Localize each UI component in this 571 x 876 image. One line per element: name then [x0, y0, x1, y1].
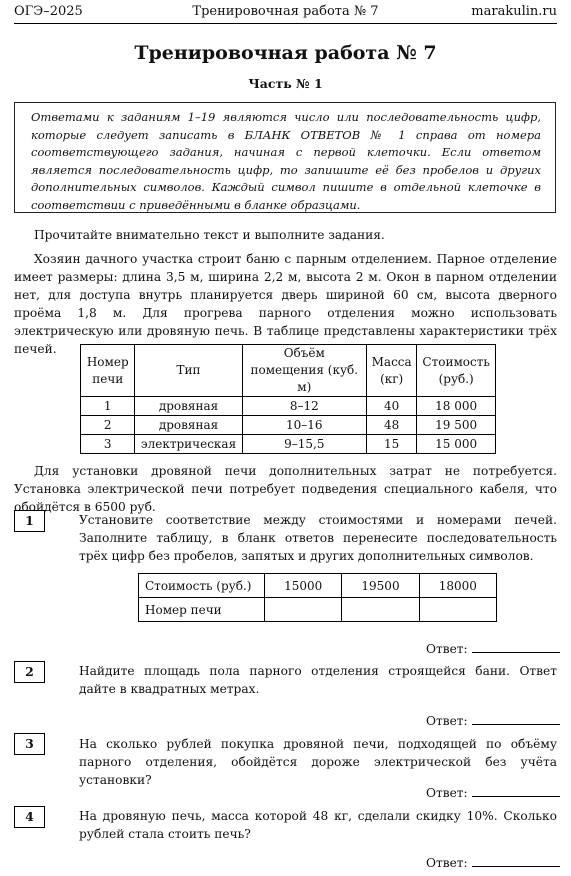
- answer-label: Ответ:: [426, 856, 468, 870]
- table-header-row: [81, 345, 496, 397]
- answer-label: Ответ:: [426, 642, 468, 656]
- task-number-box: 1: [14, 510, 45, 532]
- answer-label: Ответ:: [426, 714, 468, 728]
- table-cell: 18 000: [417, 397, 496, 416]
- task-text: Найдите площадь пола парного отделения строящейся бани. Ответ дайте в квадратных метрах.: [79, 664, 557, 696]
- table-cell: 19500: [342, 574, 419, 598]
- table-row: [139, 574, 497, 598]
- table-cell: 1: [81, 397, 135, 416]
- header-cell: Стоимость (руб.): [417, 345, 496, 397]
- answer-line[interactable]: [472, 712, 560, 725]
- header-cell: Номер печи: [81, 345, 135, 397]
- answer-field: [426, 712, 560, 728]
- table-cell: 15 000: [417, 435, 496, 454]
- stoves-table: [80, 344, 496, 454]
- table-cell: 19 500: [417, 416, 496, 435]
- table-cell: 9–15,5: [242, 435, 366, 454]
- task-text: Установите соответствие между стоимостями и номерами печей. Заполните таблицу, в бланк ответов перенесите последовательность трёх цифр без пробелов, запятых и других дополнительных символов.: [79, 513, 557, 563]
- extra-info: Для установки дровяной печи дополнительных затрат не потребуется. Установка электрической печи потребует подведения специального кабеля, что обойдётся в 6500 руб.: [14, 464, 557, 514]
- header-cell: Объём помещения (куб. м): [242, 345, 366, 397]
- instructions-box: Ответами к заданиям 1–19 являются число или последовательность цифр, которые следует записать в БЛАНК ОТВЕТОВ № 1 справа от номера соответствующего задания, начиная с первой клеточки. Если ответом является последовательность цифр, то запишите её без пробелов и других дополнительных символов. Каждый символ пишите в отдельной клеточке в соответствии с приведёнными в бланке образцами.: [14, 102, 556, 213]
- table-cell: дровяная: [135, 416, 242, 435]
- answer-field: [426, 640, 560, 656]
- answer-field: [426, 784, 560, 800]
- table-row: [81, 435, 496, 454]
- answer-line[interactable]: [472, 640, 560, 653]
- table-cell: 3: [81, 435, 135, 454]
- task-text: На дровяную печь, масса которой 48 кг, сделали скидку 10%. Сколько рублей стала стоить печь?: [79, 809, 557, 841]
- part-title: Часть № 1: [248, 76, 323, 91]
- row-label: Стоимость (руб.): [139, 574, 265, 598]
- table-row: [81, 416, 496, 435]
- table-cell: дровяная: [135, 397, 242, 416]
- task-number-box: 2: [14, 661, 45, 683]
- table-row: [81, 397, 496, 416]
- header-cell: Масса (кг): [366, 345, 416, 397]
- match-table: [138, 573, 497, 622]
- table-row: [139, 598, 497, 622]
- header-cell: Тип: [135, 345, 242, 397]
- table-cell: 8–12: [242, 397, 366, 416]
- task-text: На сколько рублей покупка дровяной печи, подходящей по объёму парного отделения, обойдётся дороже электрической без учёта установки?: [79, 737, 557, 787]
- story-text: Хозяин дачного участка строит баню с парным отделением. Парное отделение имеет размеры: длина 3,5 м, ширина 2,2 м, высота 2 м. Окон в парном отделении нет, для доступа внутрь планируется дверь шириной 60 см, высота дверного проёма 1,8 м. Для прогрева парного отделения можно использовать электрическую или дровяную печь. В таблице представлены характеристики трёх печей.: [14, 252, 557, 356]
- page-title: Тренировочная работа № 7: [134, 42, 437, 64]
- table-cell: 18000: [419, 574, 496, 598]
- read-prompt: Прочитайте внимательно текст и выполните задания.: [34, 228, 385, 242]
- table-cell: 15: [366, 435, 416, 454]
- task-number-box: 3: [14, 733, 45, 755]
- answer-label: Ответ:: [426, 786, 468, 800]
- table-cell: 10–16: [242, 416, 366, 435]
- header-title: Тренировочная работа № 7: [192, 4, 379, 19]
- answer-cell[interactable]: [265, 598, 342, 622]
- task-number-box: 4: [14, 806, 45, 828]
- site-link[interactable]: marakulin.ru: [471, 4, 557, 19]
- table-cell: 15000: [265, 574, 342, 598]
- exam-label: ОГЭ–2025: [14, 4, 83, 19]
- table-cell: 40: [366, 397, 416, 416]
- answer-cell[interactable]: [419, 598, 496, 622]
- answer-line[interactable]: [472, 854, 560, 867]
- table-cell: 2: [81, 416, 135, 435]
- header-divider: [14, 23, 557, 24]
- page-header: [0, 0, 571, 24]
- answer-line[interactable]: [472, 784, 560, 797]
- table-cell: электрическая: [135, 435, 242, 454]
- answer-cell[interactable]: [342, 598, 419, 622]
- table-cell: 48: [366, 416, 416, 435]
- answer-field: [426, 854, 560, 870]
- row-label: Номер печи: [139, 598, 265, 622]
